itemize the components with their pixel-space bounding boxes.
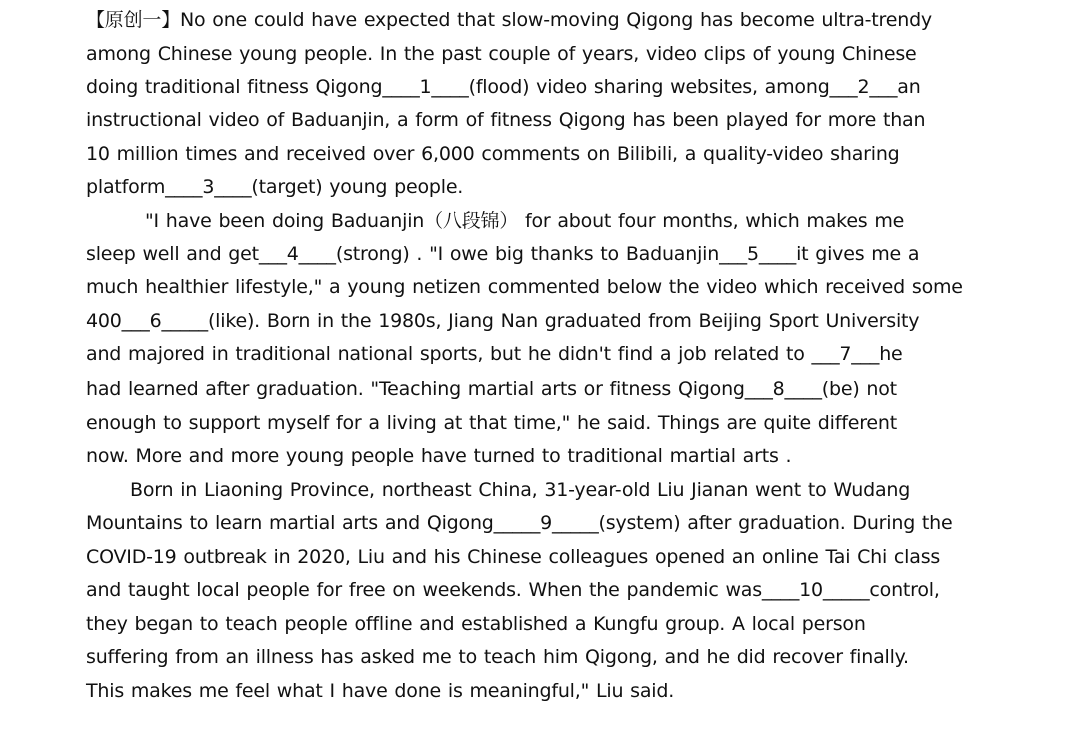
text-line: they began to teach people offline and established a Kungfu group. A local person: [86, 613, 866, 635]
text-line: 10 million times and received over 6,000 comments on Bilibili, a quality-video sharing: [86, 143, 900, 165]
text-line: now. More and more young people have turned to traditional martial arts .: [86, 445, 792, 467]
text-line: and taught local people for free on weekends. When the pandemic was____10_____control,: [86, 579, 940, 601]
text-line: much healthier lifestyle," a young netizen commented below the video which received some: [86, 276, 963, 298]
text-line: This makes me feel what I have done is meaningful," Liu said.: [86, 680, 675, 702]
paragraph-start-line: Born in Liaoning Province, northeast China, 31-year-old Liu Jianan went to Wudang: [130, 479, 911, 501]
paragraph-start-line: "I have been doing Baduanjin（八段锦） for about four months, which makes me: [145, 210, 905, 232]
text-line: sleep well and get___4____(strong) . "I owe big thanks to Baduanjin___5____it gives me a: [86, 243, 920, 265]
text-line: among Chinese young people. In the past couple of years, video clips of young Chinese: [86, 43, 917, 65]
text-line: suffering from an illness has asked me to teach him Qigong, and he did recover finally.: [86, 646, 909, 668]
text-line: instructional video of Baduanjin, a form of fitness Qigong has been played for more than: [86, 109, 926, 131]
text-line: enough to support myself for a living at that time," he said. Things are quite different: [86, 412, 897, 434]
text-line: platform____3____(target) young people.: [86, 176, 464, 198]
text-line: and majored in traditional national sports, but he didn't find a job related to ___7___he: [86, 343, 903, 365]
text-line: doing traditional fitness Qigong____1____(flood) video sharing websites, among___2___an: [86, 76, 921, 98]
text-line: 【原创一】No one could have expected that slow-moving Qigong has become ultra-trendy: [86, 9, 932, 31]
text-line: 400___6_____(like). Born in the 1980s, Jiang Nan graduated from Beijing Sport University: [86, 310, 920, 332]
text-line: had learned after graduation. "Teaching martial arts or fitness Qigong___8____(be) not: [86, 378, 897, 400]
text-line: COVID-19 outbreak in 2020, Liu and his Chinese colleagues opened an online Tai Chi class: [86, 546, 941, 568]
text-line: Mountains to learn martial arts and Qigong_____9_____(system) after graduation. During the: [86, 512, 953, 534]
